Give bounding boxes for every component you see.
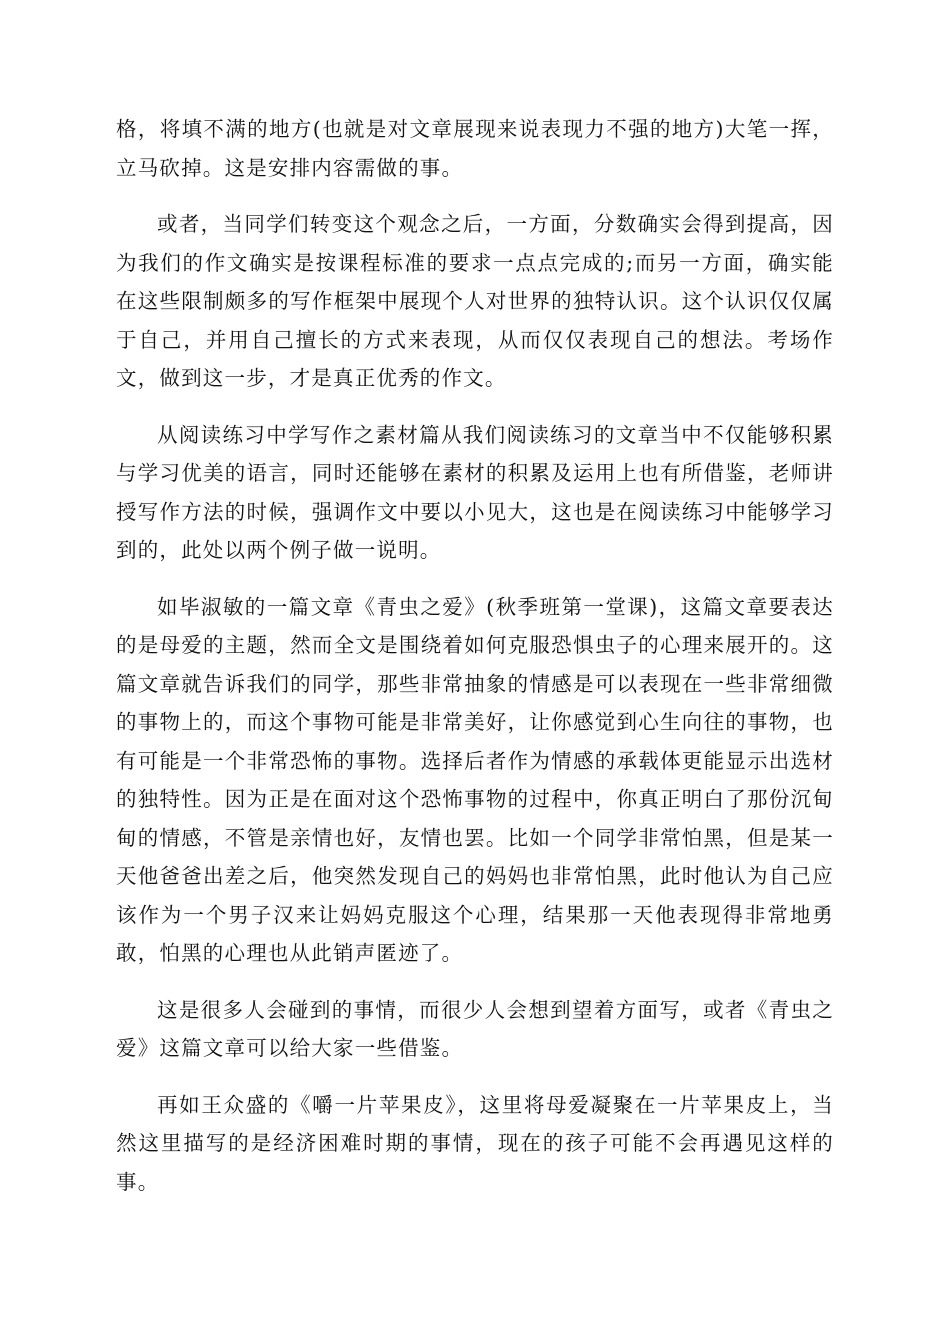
paragraph-4: 如毕淑敏的一篇文章《青虫之爱》(秋季班第一堂课)，这篇文章要表达的是母爱的主题，然而全文是围绕着如何克服恐惧虫子的心理来展开的。这篇文章就告诉我们的同学，那些非常抽象的情感是可以表现在一些非常细微的事物上的，而这个事物可能是非常美好，让你感觉到心生向往的事物，也有可能是一个非常恐怖的事物。选择后者作为情感的承载体更能显示出选材的独特性。因为正是在面对这个恐怖事物的过程中，你真正明白了那份沉甸甸的情感，不管是亲情也好，友情也罢。比如一个同学非常怕黑，但是某一天他爸爸出差之后，他突然发现自己的妈妈也非常怕黑，此时他认为自己应该作为一个男子汉来让妈妈克服这个心理，结果那一天他表现得非常地勇敢，怕黑的心理也从此销声匿迹了。 [116, 594, 834, 965]
paragraph-6: 再如王众盛的《嚼一片苹果皮》，这里将母爱凝聚在一片苹果皮上，当然这里描写的是经济困难时期的事情，现在的孩子可能不会再遇见这样的事。 [116, 1092, 834, 1194]
paragraph-1: 格，将填不满的地方(也就是对文章展现来说表现力不强的地方)大笔一挥，立马砍掉。这是安排内容需做的事。 [116, 117, 834, 180]
paragraph-3: 从阅读练习中学写作之素材篇从我们阅读练习的文章当中不仅能够积累与学习优美的语言，同时还能够在素材的积累及运用上也有所借鉴，老师讲授写作方法的时候，强调作文中要以小见大，这也是在阅读练习中能够学习到的，此处以两个例子做一说明。 [116, 422, 834, 562]
document-page [116, 110, 834, 1219]
paragraph-5: 这是很多人会碰到的事情，而很少人会想到望着方面写，或者《青虫之爱》这篇文章可以给大家一些借鉴。 [116, 997, 834, 1060]
paragraph-2: 或者，当同学们转变这个观念之后，一方面，分数确实会得到提高，因为我们的作文确实是按课程标准的要求一点点完成的;而另一方面，确实能在这些限制颇多的写作框架中展现个人对世界的独特认识。这个认识仅仅属于自己，并用自己擅长的方式来表现，从而仅仅表现自己的想法。考场作文，做到这一步，才是真正优秀的作文。 [116, 212, 834, 390]
